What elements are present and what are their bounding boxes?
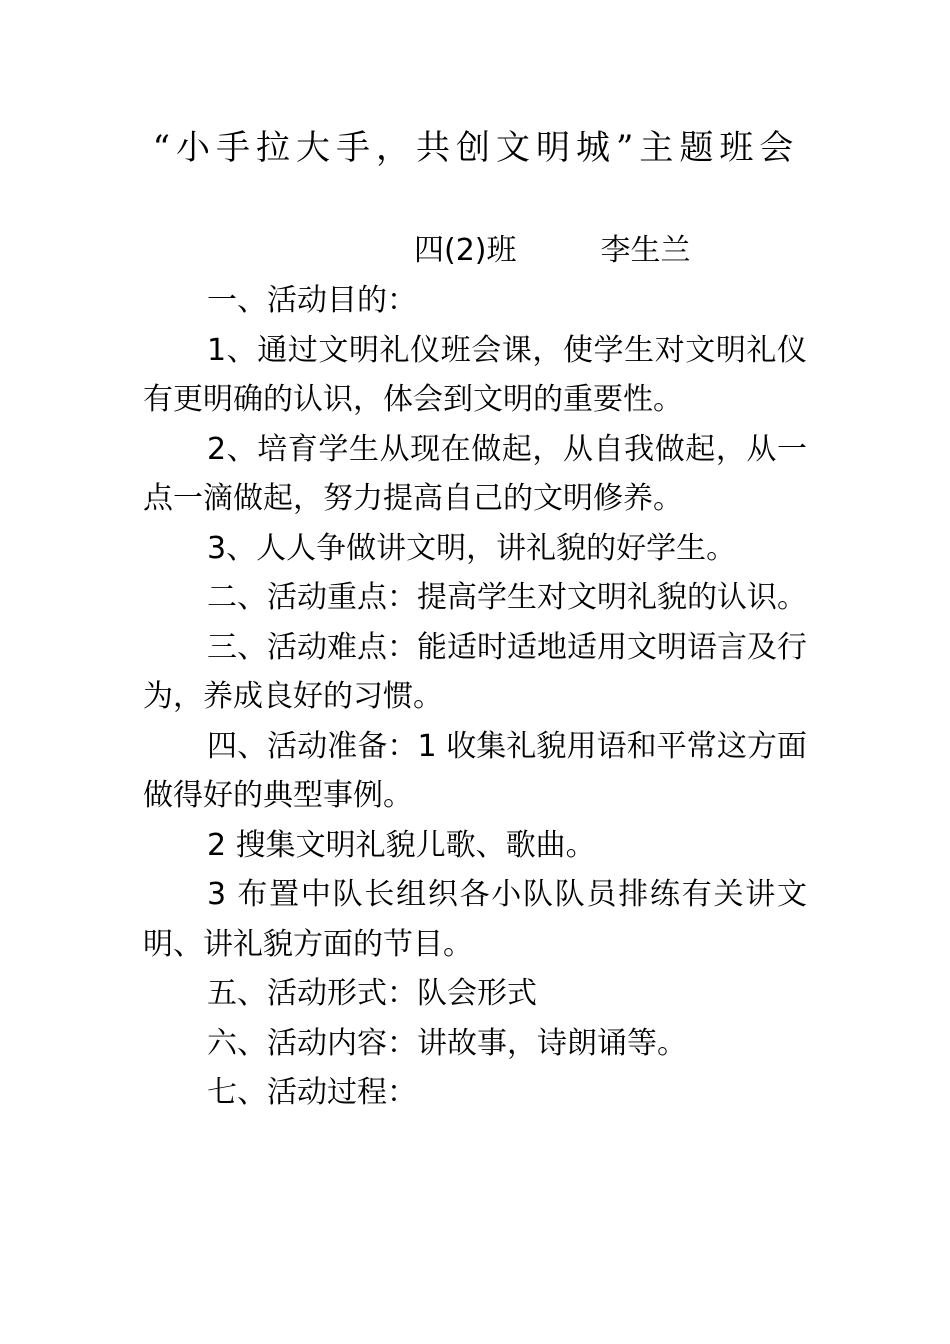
paragraph: 一、活动目的： <box>207 283 417 318</box>
author-name: 李生兰 <box>600 233 691 268</box>
paragraph: 2 搜集文明礼貌儿歌、歌曲。 <box>207 827 596 863</box>
document-body <box>143 276 807 1118</box>
paragraph: 四、活动准备：1 收集礼貌用语和平常这方面做得好的典型事例。 <box>143 728 807 813</box>
class-name: 四(2)班 <box>414 233 517 268</box>
paragraph: 2、培育学生从现在做起，从自我做起，从一点一滴做起，努力提高自己的文明修养。 <box>143 431 807 516</box>
paragraph: 三、活动难点：能适时适地适用文明语言及行为，养成良好的习惯。 <box>143 629 807 714</box>
paragraph: 3 布置中队长组织各小队队员排练有关讲文明、讲礼貌方面的节目。 <box>143 877 807 962</box>
paragraph: 二、活动重点：提高学生对文明礼貌的认识。 <box>207 580 807 615</box>
paragraph: 六、活动内容：讲故事，诗朗诵等。 <box>207 1025 687 1061</box>
byline <box>414 229 691 273</box>
paragraph: 3、人人争做讲文明，讲礼貌的好学生。 <box>207 530 737 566</box>
paragraph: 1、通过文明礼仪班会课，使学生对文明礼仪有更明确的认识，体会到文明的重要性。 <box>143 332 807 417</box>
document-title: “小手拉大手，共创文明城”主题班会 <box>152 128 800 168</box>
paragraph: 七、活动过程： <box>207 1075 417 1110</box>
paragraph: 五、活动形式：队会形式 <box>207 976 537 1011</box>
